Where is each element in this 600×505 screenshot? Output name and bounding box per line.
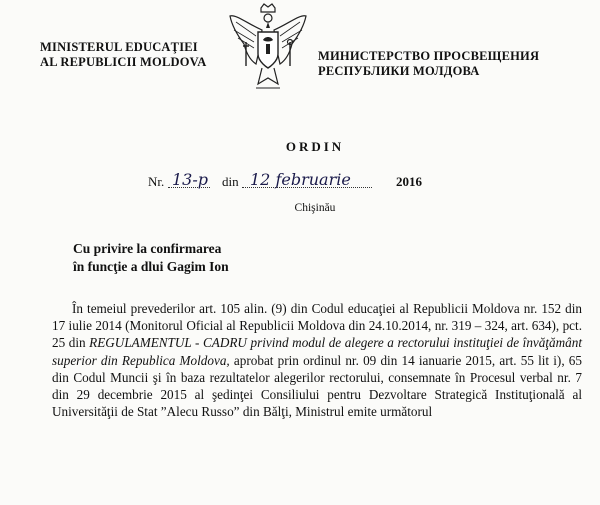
order-subject [73,240,373,276]
order-body [52,300,582,420]
subject-line1: Cu privire la confirmarea [73,241,222,256]
document-title: ORDIN [285,139,345,154]
order-number-line [148,170,448,194]
header-right-line1: МИНИСТЕРСТВО ПРОСВЕЩЕНИЯ [318,49,540,63]
order-number-label: Nr. [148,174,165,189]
regulation-title-italic: REGULAMENTUL - CADRU privind modul de alegere a rectorului instituţiei de învăţământ superior din Republica Moldova, [52,335,582,368]
body-paragraph [52,300,582,420]
issue-city: Chişinău [294,202,336,214]
order-year: 2016 [396,174,422,189]
ministry-name-russian [318,49,588,79]
header-left-line2: AL REPUBLICII MOLDOVA [40,55,207,69]
body-part1: În temeiul prevederilor art. 105 alin. (9) din Codul educaţiei al Republicii Moldova nr. 152 din 17 iulie 2014 (Monitorul Oficial al Republicii Moldova din 24.10.2014, nr. 319 – 324, art. 634), pct. 25 din [52,301,582,351]
order-date-label: din [222,174,239,189]
subject-line2: în funcţie a dlui Gagim Ion [73,259,229,274]
ministry-name-romanian [40,40,230,70]
order-number-handwritten: 13-p [172,170,209,189]
order-date-handwritten: 12 februarie [250,170,351,189]
header-right-line2: РЕСПУБЛИКИ МОЛДОВА [318,64,480,78]
header-left-line1: MINISTERUL EDUCAŢIEI [40,40,198,54]
coat-of-arms-icon [226,2,310,97]
body-part2: aprobat prin ordinul nr. 09 din 14 ianuarie 2015, art. 55 lit i), 65 din Codul Muncii şi în baza rezultatelor alegerilor rectorului, consemnate în Procesul verbal nr. 7 din 29 decembrie 2015 al şedinţei Consiliului pentru Dezvoltare Strategică Instituţională al Universităţii de Stat ”Alecu Russo” din Bălţi, Ministrul emite următorul [52,352,582,420]
